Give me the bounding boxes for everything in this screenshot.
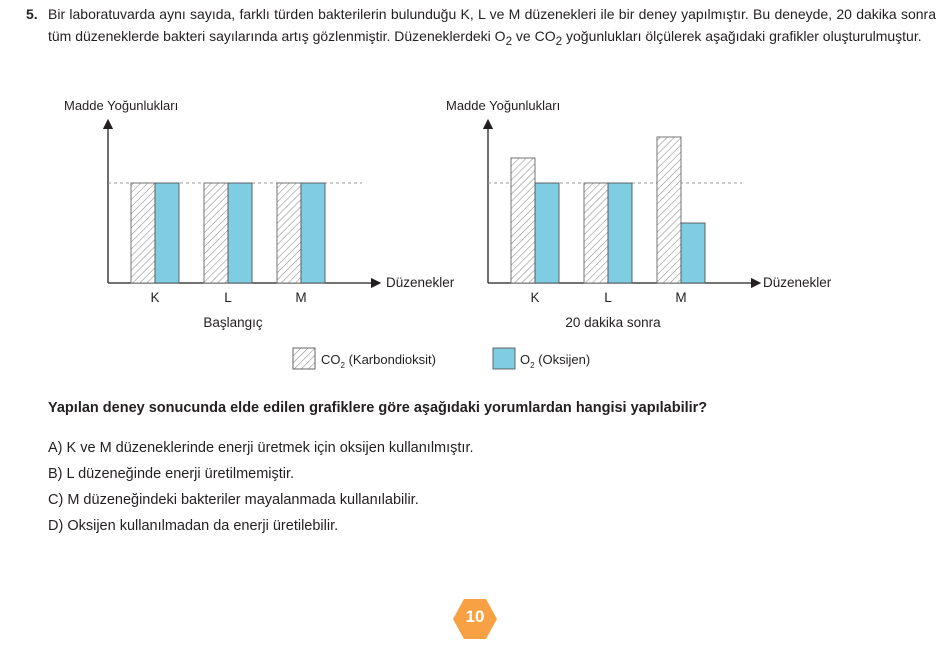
bar-co2-m [657, 137, 681, 283]
y-axis-label: Madde Yoğunlukları [64, 98, 179, 113]
legend-swatch-co2 [293, 348, 315, 369]
bar-co2-m [277, 183, 301, 283]
chart-title: Başlangıç [203, 315, 263, 330]
x-tick-label: K [150, 290, 160, 305]
bar-o2-k [535, 183, 559, 283]
x-tick-label: L [604, 290, 612, 305]
x-tick-label: K [530, 290, 540, 305]
question-text-part: Bir laboratuvarda aynı sayıda, farklı türden bakterilerin bulunduğu K, L ve M düzenekleri ile bir deney yapılmıştır. Bu deneyde, 20 dakika sonra tüm düzeneklerde bakteri sayılarında artış gözlenmiştir. Düzeneklerdeki O [48, 6, 936, 44]
legend-label-co2: $CO_2$ (Karbondioksit) [321, 352, 436, 370]
bar-o2-m [301, 183, 325, 283]
chart-legend [293, 348, 590, 370]
x-axis-label: Düzenekler [386, 275, 455, 290]
y-axis-label: Madde Yoğunlukları [446, 98, 561, 113]
bar-co2-k [131, 183, 155, 283]
question-number: 5. [26, 6, 38, 22]
chart-title: 20 dakika sonra [565, 315, 661, 330]
page-number: 10 [465, 607, 485, 626]
question-text-part: yoğunlukları ölçülerek aşağıdaki grafikler oluşturulmuştur. [562, 28, 922, 44]
subscript: 2 [555, 34, 563, 48]
question-text-part: ve CO [512, 28, 556, 44]
question-prompt: Yapılan deney sonucunda elde edilen grafiklere göre aşağıdaki yorumlardan hangisi yapılabilir? [48, 400, 708, 416]
legend-label-o2: $O_2$ (Oksijen) [520, 352, 591, 370]
bar-co2-l [204, 183, 228, 283]
x-axis-label: Düzenekler [763, 275, 832, 290]
bar-o2-l [228, 183, 252, 283]
bar-o2-m [681, 223, 705, 283]
option-a[interactable]: A) K ve M düzeneklerinde enerji üretmek için oksijen kullanılmıştır. [48, 440, 474, 456]
subscript: 2 [505, 34, 513, 48]
x-tick-label: M [295, 290, 307, 305]
bar-co2-k [511, 158, 535, 283]
legend-swatch-o2 [493, 348, 515, 369]
chart-baslangic [64, 98, 455, 330]
chart-20-dakika-sonra [446, 98, 832, 330]
option-b[interactable]: B) L düzeneğinde enerji üretilmemiştir. [48, 466, 295, 482]
bar-co2-l [584, 183, 608, 283]
bar-o2-k [155, 183, 179, 283]
bar-o2-l [608, 183, 632, 283]
x-tick-label: M [675, 290, 687, 305]
question-text [48, 3, 936, 53]
charts-area [0, 90, 946, 390]
option-d[interactable]: D) Oksijen kullanılmadan da enerji üretilebilir. [48, 518, 339, 534]
x-tick-label: L [224, 290, 232, 305]
option-c[interactable]: C) M düzeneğindeki bakteriler mayalanmada kullanılabilir. [48, 492, 419, 508]
